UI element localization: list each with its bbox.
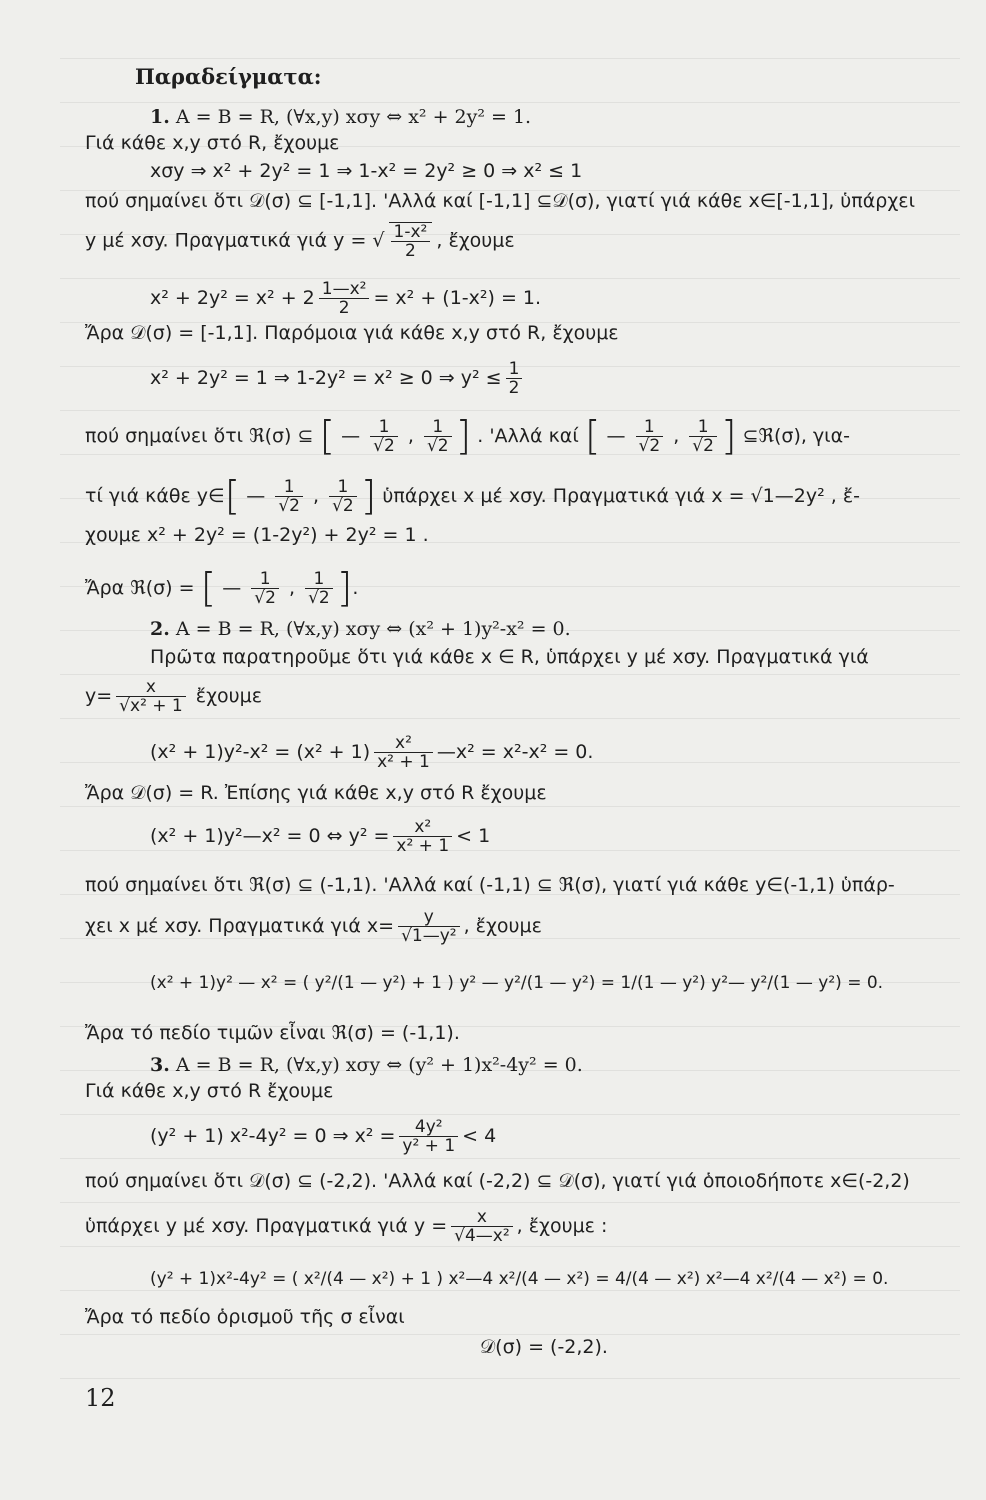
example-2-number: 2. — [150, 618, 170, 640]
ex2-fraction-4 — [398, 908, 460, 945]
denominator: 2 — [338, 298, 350, 318]
ex1-line-3: πού σημαίνει ὅτι 𝒟(σ) ⊆ [-1,1]. 'Αλλά καί [-1,1] ⊆𝒟(σ), γιατί γιά κάθε x∈[-1,1], ὑπάρχει — [85, 190, 916, 212]
denominator: √2 — [638, 436, 661, 456]
ex1-line-9: τί γιά κάθε y∈[ — $\frac{1}{√2}$ , $\frac{1}{√2}$ ] ὑπάρχει x μέ xσy. Πραγματικά γιά x = √1—2y² , ἔ- — [85, 473, 860, 520]
denominator: √2 — [373, 436, 395, 456]
ex1-line-7-text: x² + 2y² = 1 ⇒ 1-2y² = x² ≥ 0 ⇒ y² ≤ — [150, 367, 502, 389]
ex2-line-5-text: (x² + 1)y²—x² = 0 ⇔ y² = — [150, 825, 390, 847]
example-1-number: 1. — [150, 106, 170, 128]
ex1-line-8-text: πού σημαίνει ὅτι ℜ(σ) ⊆ — [85, 425, 314, 447]
ex1-line-11-text: Ἄρα ℜ(σ) = — [85, 577, 195, 599]
ex1-line-9-end: ὑπάρχει x μέ xσy. Πραγματικά γιά x = √1—2y² , ἔ- — [382, 485, 860, 507]
ex1-line-6: Ἄρα 𝒟(σ) = [-1,1]. Παρόμοια γιά κάθε x,y στό R, ἔχουμε — [85, 322, 619, 344]
ex1-sqrt-fraction — [389, 222, 433, 260]
ex1-line-4-text: y μέ xσy. Πραγματικά γιά y = √ — [85, 229, 385, 252]
ex2-line-5-end: < 1 — [456, 825, 491, 847]
example-3-relation: A = B = R, (∀x,y) xσy ⇔ (y² + 1)x²-4y² = 0. — [175, 1054, 583, 1076]
ex2-line-7-text: χει x μέ xσy. Πραγματικά γιά x= — [85, 915, 395, 937]
denominator: 2 — [405, 241, 416, 261]
ex1-line-7 — [150, 360, 986, 397]
denominator: √2 — [254, 588, 276, 608]
numerator: 1 — [636, 418, 664, 437]
example-3-statement — [150, 1052, 986, 1078]
ex1-line-5-end: = x² + (1-x²) = 1. — [373, 287, 542, 309]
ex2-line-8: (x² + 1)y² — x² = ( y²/(1 — y²) + 1 ) y² — y²/(1 — y²) = 1/(1 — y²) y²— y²/(1 — y²) = 0. — [150, 973, 884, 993]
numerator: y — [398, 908, 460, 927]
denominator: √2 — [308, 588, 330, 608]
numerator: 1—x² — [319, 280, 370, 299]
ex1-line-8-mid: . 'Αλλά καί — [477, 425, 579, 447]
denominator: √2 — [332, 496, 354, 516]
numerator: 1 — [370, 418, 398, 437]
ex2-line-3-end: —x² = x²-x² = 0. — [436, 741, 594, 763]
ex1-line-5-text: x² + 2y² = x² + 2 — [150, 287, 315, 309]
denominator: √x² + 1 — [119, 696, 183, 716]
numerator: 1 — [275, 478, 303, 497]
ex3-line-1: Γιά κάθε x,y στό R ἔχουμε — [85, 1080, 334, 1102]
ex2-line-3 — [150, 734, 986, 771]
numerator: 1 — [329, 478, 357, 497]
numerator: 1 — [251, 570, 279, 589]
ex2-fraction-2 — [374, 734, 433, 771]
ex3-line-6: Ἄρα τό πεδίο ὁρισμοῦ τῆς σ εἶναι — [85, 1306, 405, 1328]
ex2-line-1: Πρῶτα παρατηροῦμε ὅτι γιά κάθε x ∈ R, ὑπάρχει y μέ xσy. Πραγματικά γιά — [150, 646, 869, 668]
ex3-line-2-text: (y² + 1) x²-4y² = 0 ⇒ x² = — [150, 1125, 396, 1147]
ex2-line-4: Ἄρα 𝒟(σ) = R. Ἐπίσης γιά κάθε x,y στό R ἔχουμε — [85, 782, 547, 804]
denominator: √1—y² — [401, 926, 457, 946]
numerator: x² — [393, 818, 452, 837]
ex2-line-7-end: , ἔχουμε — [463, 915, 542, 937]
denominator: y² + 1 — [402, 1136, 456, 1156]
ex1-line-10: χουμε x² + 2y² = (1-2y²) + 2y² = 1 . — [85, 524, 429, 546]
numerator: 4y² — [399, 1118, 458, 1137]
ex1-line-9-text: τί γιά κάθε y∈ — [85, 485, 225, 507]
denominator: x² + 1 — [377, 752, 430, 772]
ex1-line-5 — [150, 280, 986, 317]
ex1-line-11: Ἄρα ℜ(σ) = [ — $\frac{1}{√2}$ , $\frac{1}{√2}$ ]. — [85, 565, 359, 612]
ex1-fraction-2 — [506, 360, 523, 397]
ex3-line-4-text: ὑπάρχει y μέ xσy. Πραγματικά γιά y = — [85, 1215, 448, 1237]
ex2-fraction-1 — [116, 678, 186, 715]
numerator: 1 — [689, 418, 717, 437]
ex2-line-5 — [150, 818, 986, 855]
ex1-line-1: Γιά κάθε x,y στό R, ἔχουμε — [85, 132, 340, 154]
ex1-line-4-end: , ἔχουμε — [436, 229, 515, 252]
ex3-line-5: (y² + 1)x²-4y² = ( x²/(4 — x²) + 1 ) x²—4 x²/(4 — x²) = 4/(4 — x²) x²—4 x²/(4 — x²) = 0. — [150, 1269, 889, 1289]
ex3-line-2 — [150, 1118, 986, 1155]
ex3-line-7: 𝒟(σ) = (-2,2). — [480, 1336, 608, 1358]
numerator: 1 — [506, 360, 523, 379]
example-1-relation: A = B = R, (∀x,y) xσy ⇔ x² + 2y² = 1. — [175, 106, 532, 128]
denominator: √4—x² — [454, 1226, 510, 1246]
numerator: 1 — [305, 570, 333, 589]
example-3-number: 3. — [150, 1054, 170, 1076]
denominator: √2 — [278, 496, 300, 516]
ex2-line-6: πού σημαίνει ὅτι ℜ(σ) ⊆ (-1,1). 'Αλλά καί (-1,1) ⊆ ℜ(σ), γιατί γιά κάθε y∈(-1,1) ὑπάρ- — [85, 874, 895, 896]
page-heading: Παραδείγματα: — [135, 64, 322, 89]
ex2-line-9: Ἄρα τό πεδίο τιμῶν εἶναι ℜ(σ) = (-1,1). — [85, 1022, 460, 1044]
ex3-fraction-1 — [399, 1118, 458, 1155]
ex1-line-8-end: ⊆ℜ(σ), για- — [742, 425, 850, 447]
denominator: √2 — [426, 436, 449, 456]
ex1-fraction-1 — [319, 280, 370, 317]
ex1-line-8: πού σημαίνει ὅτι ℜ(σ) ⊆ [ — $\frac{1}{√2}$ , $\frac{1}{√2}$ ] . 'Αλλά καί [ — $\frac{1}{√2}$ , $\frac{1}{√2}$ ] ⊆ℜ(σ), για- — [85, 413, 850, 460]
denominator: √2 — [692, 436, 714, 456]
ex3-line-4 — [85, 1208, 965, 1245]
ex3-line-3: πού σημαίνει ὅτι 𝒟(σ) ⊆ (-2,2). 'Αλλά καί (-2,2) ⊆ 𝒟(σ), γιατί γιά ὁποιοδήποτε x∈(-2,2) — [85, 1170, 910, 1192]
numerator: 1-x² — [391, 223, 431, 242]
example-1-statement — [150, 104, 986, 130]
ex3-line-4-end: , ἔχουμε : — [516, 1215, 608, 1237]
example-2-relation: A = B = R, (∀x,y) xσy ⇔ (x² + 1)y²-x² = 0. — [175, 618, 571, 640]
denominator: x² + 1 — [396, 836, 450, 856]
numerator: x — [116, 678, 186, 697]
example-2-statement — [150, 616, 986, 642]
ex2-line-3-text: (x² + 1)y²-x² = (x² + 1) — [150, 741, 371, 763]
ex1-line-4 — [85, 222, 965, 260]
numerator: 1 — [424, 418, 452, 437]
ex3-fraction-2 — [451, 1208, 513, 1245]
ex1-line-2: xσy ⇒ x² + 2y² = 1 ⇒ 1-x² = 2y² ≥ 0 ⇒ x² ≤ 1 — [150, 160, 583, 182]
ex3-line-2-end: < 4 — [462, 1125, 497, 1147]
ex2-line-2-end: ἔχουμε — [195, 685, 263, 707]
numerator: x — [451, 1208, 513, 1227]
ex2-line-2 — [85, 678, 965, 715]
ex2-fraction-3 — [393, 818, 452, 855]
denominator: 2 — [508, 378, 520, 398]
ex2-line-7 — [85, 908, 965, 945]
numerator: x² — [374, 734, 433, 753]
ex2-line-2-text: y= — [85, 685, 113, 707]
page-number: 12 — [85, 1384, 116, 1412]
